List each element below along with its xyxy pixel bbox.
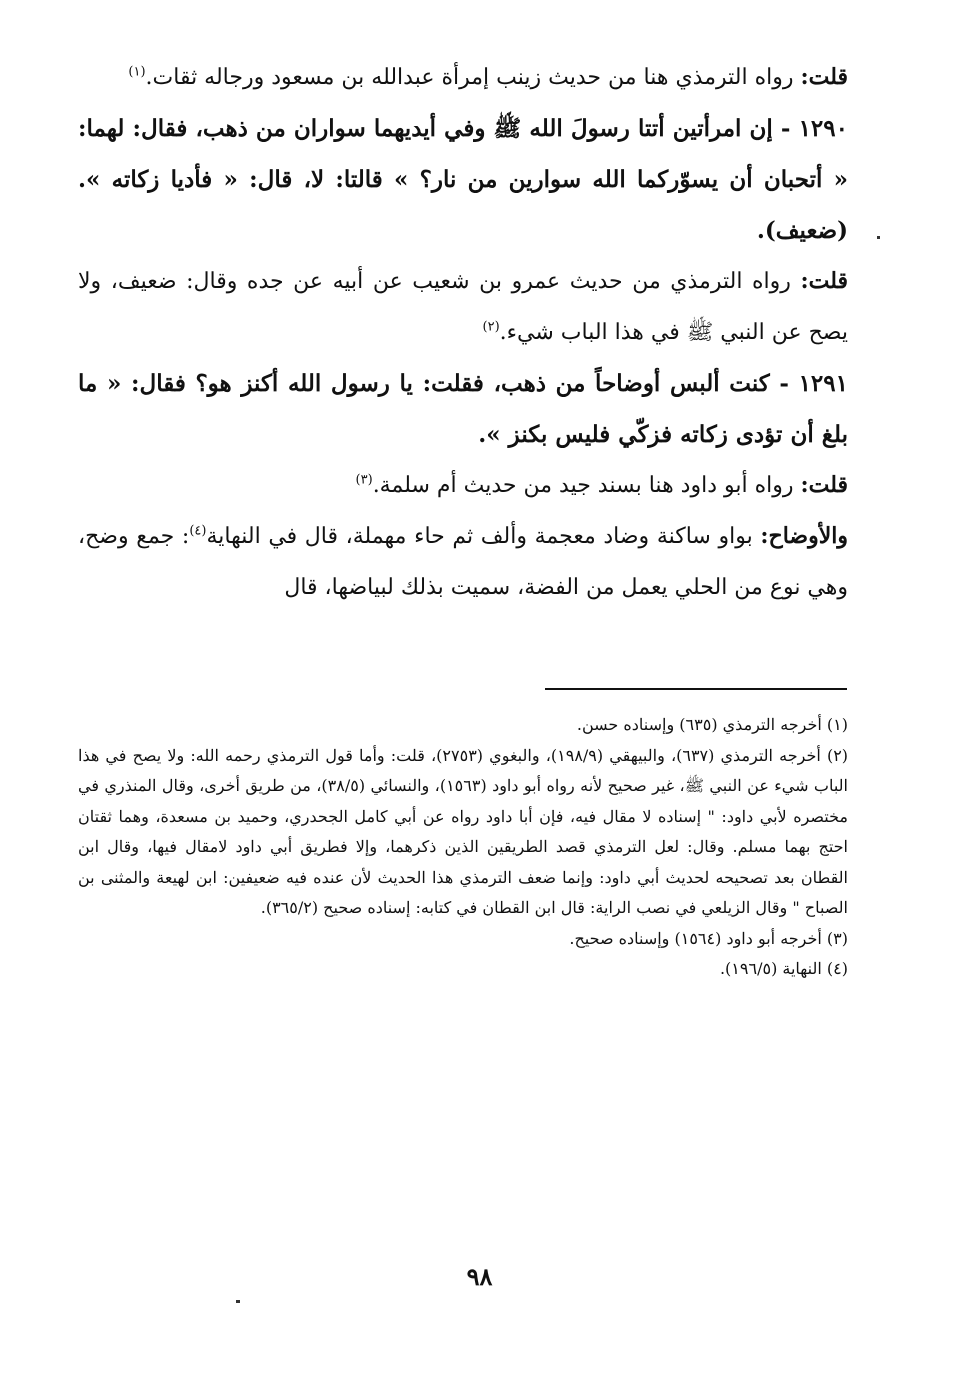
- footnotes: [78, 710, 848, 985]
- footnote-ref: (١): [128, 64, 146, 80]
- commentary-paragraph: [78, 256, 848, 358]
- footnote-separator: [545, 688, 847, 690]
- footnote: (١) أخرجه الترمذي (٦٣٥) وإسناده حسن.: [576, 715, 848, 734]
- commentary-text: رواه الترمذي هنا من حديث زينب إمرأة عبدالله بن مسعود ورجاله ثقات.: [145, 65, 801, 90]
- scan-speck: [236, 1300, 240, 1303]
- explanation-text: : جمع وضح، وهي نوع من الحلي يعمل من الفضة، سميت بذلك لبياضها، قال: [78, 524, 848, 600]
- commentary-lead: قلت:: [800, 64, 848, 90]
- hadith-paragraph: ١٢٩١ - كنت ألبس أوضاحاً من ذهب، فقلت: يا رسول الله أكنز هو؟ فقال: « ما بلغ أن تؤدى زكاته فزكّي فليس بكنز ».: [78, 370, 848, 448]
- explanation-text: بواو ساكنة وضاد معجمة وألف ثم حاء مهملة، قال في النهاية: [206, 524, 761, 549]
- commentary-paragraph: [78, 52, 848, 103]
- explanation-lead: والأوضاح:: [760, 523, 848, 549]
- commentary-text: رواه أبو داود هنا بسند جيد من حديث أم سلمة.: [372, 473, 801, 498]
- explanation-paragraph: [78, 511, 848, 613]
- commentary-paragraph: [78, 460, 848, 511]
- footnote: (٤) النهاية (١٩٦/٥).: [719, 959, 848, 978]
- commentary-lead: قلت:: [800, 472, 848, 498]
- main-text: [78, 52, 848, 613]
- page-number: ٩٨: [466, 1262, 493, 1291]
- footnote: (٢) أخرجه الترمذي (٦٣٧)، والبيهقي (١٩٨/٩)، والبغوي (٢٧٥٣)، قلت: وأما قول الترمذي رحمه الله: ولا يصح في هذا الباب شيء عن النبي ﷺ، غير صحيح لأنه رواه أبو داود (١٥٦٣)، والنسائي (٣٨/٥)، من طريق أخرى، وقال المنذري في مختصره لأبي داود: " إسناده لا مقال فيه، فإن أبا داود رواه عن أبي كامل الجحدري، وحميد بن مسعدة، وهما ثقتان احتج بهما مسلم. وقال: لعل الترمذي قصد الطريقين الذين ذكرهما، وإلا فطريق أبي داود لامقال فيها، وقال ابن القطان بعد تصحيحه لحديث أبي داود: وإنما ضعف الترمذي هذا الحديث لأن عنده فيه ضعيفين: ابن لهيعة والمثنى بن الصباح " وقال الزيلعي في نصب الراية: قال ابن القطان في كتابه: إسناده صحيح (٣٦٥/٢).: [78, 745, 849, 917]
- scan-speck: [877, 236, 880, 239]
- commentary-lead: قلت:: [800, 268, 848, 294]
- footnote-ref: (٣): [355, 472, 373, 488]
- hadith-paragraph: ١٢٩٠ - إن امرأتين أتتا رسولَ الله ﷺ وفي أيديهما سواران من ذهب، فقال: لهما: « أتحبان أن يسوّركما الله سوارين من نار؟ » قالتا: لا، قال: « فأديا زكاته ». (ضعيف).: [78, 115, 848, 244]
- footnote-ref: (٤): [189, 523, 207, 539]
- footnote: (٣) أخرجه أبو داود (١٥٦٤) وإسناده صحيح.: [569, 928, 848, 948]
- footnote-ref: (٢): [482, 319, 500, 335]
- commentary-text: رواه الترمذي من حديث عمرو بن شعيب عن أبيه عن جده وقال: ضعيف، ولا يصح عن النبي ﷺ في هذا الباب شيء.: [78, 269, 848, 345]
